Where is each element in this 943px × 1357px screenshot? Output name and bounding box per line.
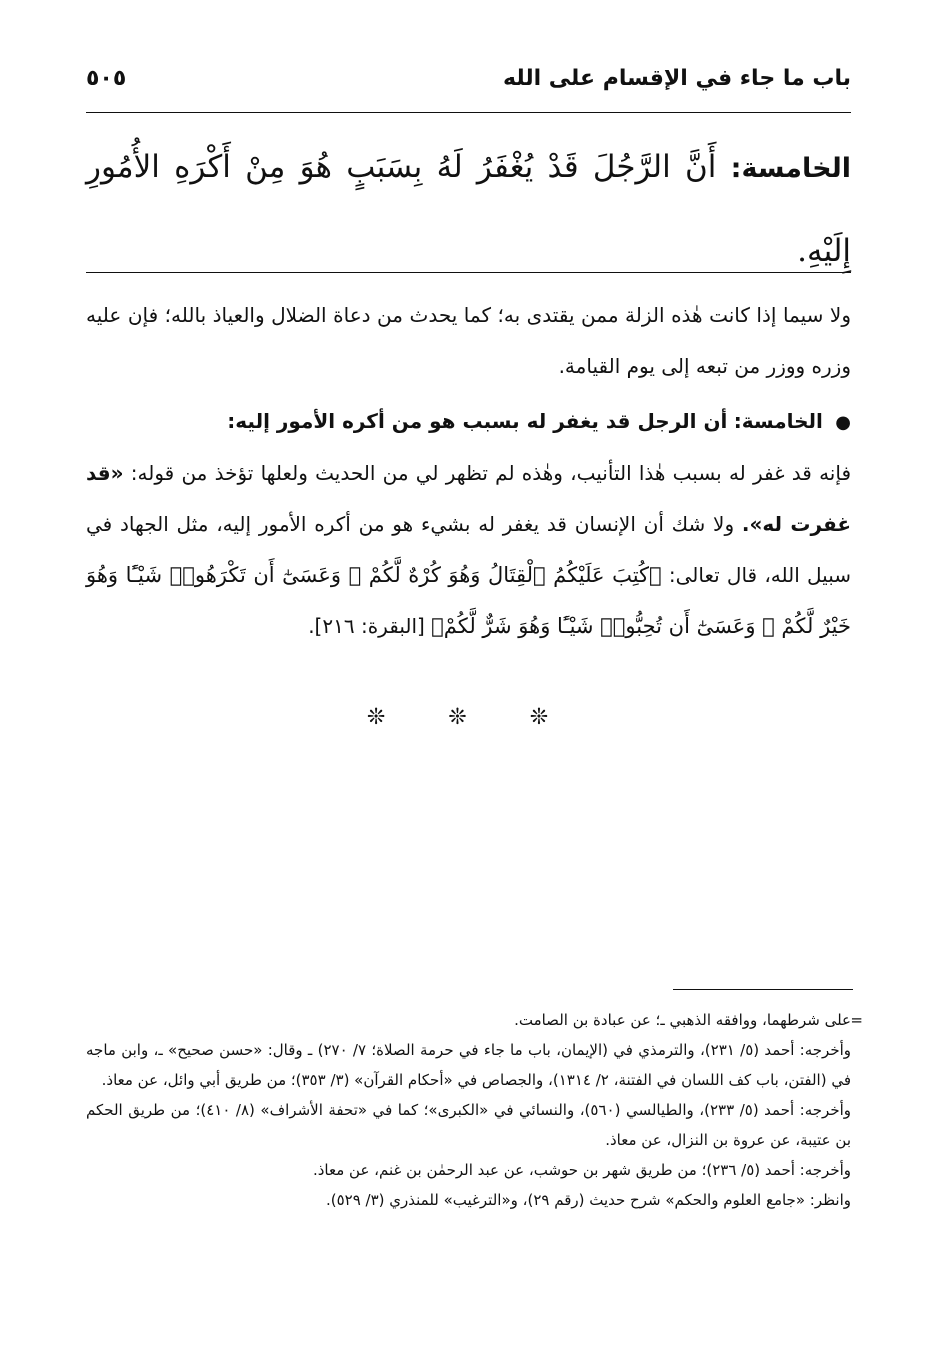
header-rule <box>86 112 851 113</box>
paragraph-2 <box>86 396 851 448</box>
footnote-line: وأخرجه: أحمد (٥/ ٢٣٦)؛ من طريق شهر بن حوشب، عن عبد الرحمٰن بن غنم، عن معاذ. <box>312 1161 851 1179</box>
page-number: ٥٠٥ <box>86 65 127 91</box>
footnote-line-text: على شرطهما، ووافقه الذهبي ـ؛ عن عبادة بن الصامت. <box>514 1011 851 1029</box>
point-heading-text: أن الرجل قد يغفر له بسبب هو من أكره الأمور إليه: <box>227 409 728 433</box>
footnote-line: وانظر: «جامع العلوم والحكم» شرح حديث (رقم ٢٩)، و«الترغيب» للمنذري (٣/ ٥٢٩). <box>325 1191 851 1209</box>
quran-verse: ﴿كُتِبَ عَلَيْكُمُ ٱلْقِتَالُ وَهُوَ كُرْهٌ لَّكُمْ ۖ وَعَسَىٰٓ أَن تَكْرَهُوا۟ شَيْـًٔا وَهُوَ خَيْرٌ لَّكُمْ ۖ وَعَسَىٰٓ أَن تُحِبُّوا۟ شَيْـًٔا وَهُوَ شَرٌّ لَّكُمْ﴾ <box>86 563 851 638</box>
hadith-quote: «قد غفرت له». <box>86 461 851 536</box>
bullet-icon: ● <box>835 412 851 433</box>
highlighted-point <box>86 126 851 292</box>
running-header <box>86 58 851 98</box>
section-rule <box>86 272 851 273</box>
section-separator: ❊ ❊ ❊ <box>366 705 577 730</box>
footnote-line <box>86 1005 863 1035</box>
point-heading-label: الخامسة: <box>733 409 823 433</box>
paragraph-3 <box>86 448 851 652</box>
footnote-line: وأخرجه: أحمد (٥/ ٢٣٣)، والطيالسي (٥٦٠)، والنسائي في «الكبرى»؛ كما في «تحفة الأشراف» (٨/ ٤١٠)؛ من طريق الحكم بن عتيبة، عن عروة بن النزال، عن معاذ. <box>86 1101 852 1149</box>
footnotes <box>86 1005 863 1215</box>
paragraph-3-part-2: ولا شك أن الإنسان قد يغفر له بشيء هو من أكره الأمور إليه، مثل الجهاد في سبيل الله، قال تعالى: <box>86 512 851 587</box>
paragraph-1 <box>86 290 851 392</box>
continuation-marker: = <box>850 1011 863 1029</box>
paragraph-1-text: ولا سيما إذا كانت هٰذه الزلة ممن يقتدى به؛ كما يحدث من دعاة الضلال والعياذ بالله؛ فإن عليه وزره ووزر من تبعه إلى يوم القيامة. <box>86 303 851 378</box>
verse-reference: [البقرة: ٢١٦]. <box>308 614 425 638</box>
point-text: أَنَّ الرَّجُلَ قَدْ يُغْفَرُ لَهُ بِسَبَبٍ هُوَ مِنْ أَكْرَهِ الأُمُورِ إِلَيْهِ. <box>86 149 851 269</box>
footnote-rule <box>673 989 853 990</box>
chapter-title: باب ما جاء في الإقسام على الله <box>503 65 851 91</box>
point-label: الخامسة: <box>730 153 852 184</box>
paragraph-3-part-1: فإنه قد غفر له بسبب هٰذا التأنيب، وهٰذه لم تظهر لي من الحديث ولعلها تؤخذ من قوله: <box>130 461 852 485</box>
footnote-line: وأخرجه: أحمد (٥/ ٢٣١)، والترمذي في (الإيمان، باب ما جاء في حرمة الصلاة؛ ٧/ ٢٧٠) ـ وقال: «حسن صحيح» ـ، وابن ماجه في (الفتن، باب كف اللسان في الفتنة، ٢/ ١٣١٤)، والجصاص في «أحكام القرآن» (٣/ ٣٥٣)؛ من طريق أبي وائل، عن معاذ. <box>86 1041 852 1089</box>
